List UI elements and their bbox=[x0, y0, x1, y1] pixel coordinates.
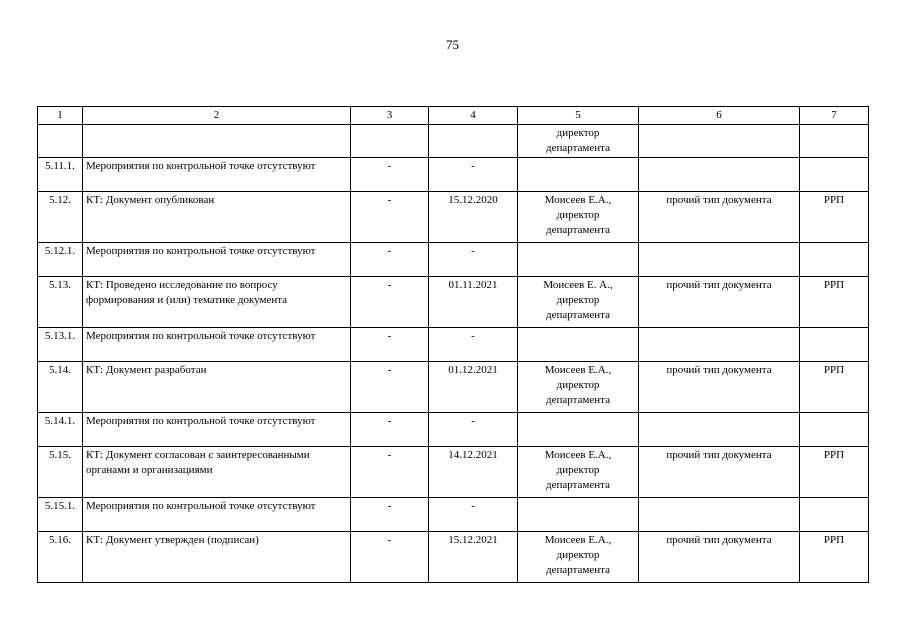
table-row bbox=[38, 447, 869, 498]
row-col3-cell: - bbox=[351, 192, 429, 243]
row-number-cell: 5.16. bbox=[38, 532, 83, 583]
row-date-cell bbox=[429, 125, 518, 158]
row-doctype-cell: прочий тип документа bbox=[639, 192, 800, 243]
row-col3-cell: - bbox=[351, 532, 429, 583]
row-col3-cell: - bbox=[351, 328, 429, 362]
row-date-cell: - bbox=[429, 328, 518, 362]
control-points-table bbox=[37, 106, 869, 583]
responsible-line: директор bbox=[556, 209, 600, 221]
row-doctype-cell: прочий тип документа bbox=[639, 447, 800, 498]
responsible-line: директор bbox=[556, 294, 600, 306]
row-level-cell: РРП bbox=[800, 192, 869, 243]
row-number-cell: 5.14. bbox=[38, 362, 83, 413]
table-row bbox=[38, 125, 869, 158]
row-number-cell: 5.12.1. bbox=[38, 243, 83, 277]
table-row bbox=[38, 328, 869, 362]
row-name-cell: КТ: Документ утвержден (подписан) bbox=[83, 532, 351, 583]
responsible-line: департамента bbox=[546, 142, 610, 154]
row-number-cell: 5.13.1. bbox=[38, 328, 83, 362]
row-name-cell: Мероприятия по контрольной точке отсутствуют bbox=[83, 243, 351, 277]
responsible-line: Моисеев Е.А., bbox=[544, 534, 612, 546]
table-row bbox=[38, 413, 869, 447]
row-name-cell: КТ: Документ согласован с заинтересованными органами и организациями bbox=[83, 447, 351, 498]
row-level-cell bbox=[800, 328, 869, 362]
column-header-1: 1 bbox=[38, 107, 83, 125]
row-responsible-cell bbox=[518, 532, 639, 583]
row-col3-cell: - bbox=[351, 498, 429, 532]
responsible-line: Моисеев Е.А., bbox=[544, 364, 612, 376]
table-row bbox=[38, 243, 869, 277]
row-name-cell: Мероприятия по контрольной точке отсутствуют bbox=[83, 413, 351, 447]
responsible-line: Моисеев Е.А., bbox=[544, 194, 612, 206]
column-header-3: 3 bbox=[351, 107, 429, 125]
column-header-4: 4 bbox=[429, 107, 518, 125]
row-number-cell: 5.11.1. bbox=[38, 158, 83, 192]
row-number-cell: 5.14.1. bbox=[38, 413, 83, 447]
row-col3-cell: - bbox=[351, 447, 429, 498]
page-number: 75 bbox=[446, 37, 459, 52]
row-level-cell bbox=[800, 413, 869, 447]
responsible-line: департамента bbox=[546, 309, 610, 321]
row-responsible-cell bbox=[518, 362, 639, 413]
row-number-cell: 5.13. bbox=[38, 277, 83, 328]
row-doctype-cell bbox=[639, 243, 800, 277]
column-header-7: 7 bbox=[800, 107, 869, 125]
column-header-6: 6 bbox=[639, 107, 800, 125]
table-row bbox=[38, 192, 869, 243]
row-level-cell: РРП bbox=[800, 277, 869, 328]
row-level-cell: РРП bbox=[800, 362, 869, 413]
responsible-line: директор bbox=[556, 379, 600, 391]
table-body bbox=[38, 125, 869, 583]
row-level-cell bbox=[800, 125, 869, 158]
row-doctype-cell bbox=[639, 125, 800, 158]
responsible-line: Моисеев Е. А., bbox=[543, 279, 613, 291]
row-doctype-cell bbox=[639, 413, 800, 447]
row-level-cell: РРП bbox=[800, 447, 869, 498]
column-header-5: 5 bbox=[518, 107, 639, 125]
row-level-cell: РРП bbox=[800, 532, 869, 583]
row-date-cell: - bbox=[429, 498, 518, 532]
table-row bbox=[38, 277, 869, 328]
row-number-cell: 5.12. bbox=[38, 192, 83, 243]
responsible-line: департамента bbox=[546, 564, 610, 576]
row-name-cell bbox=[83, 125, 351, 158]
row-col3-cell: - bbox=[351, 277, 429, 328]
responsible-line: Моисеев Е.А., bbox=[544, 449, 612, 461]
row-col3-cell bbox=[351, 125, 429, 158]
row-level-cell bbox=[800, 498, 869, 532]
table-row bbox=[38, 362, 869, 413]
row-number-cell bbox=[38, 125, 83, 158]
row-col3-cell: - bbox=[351, 243, 429, 277]
header-row bbox=[38, 107, 869, 125]
row-name-cell: КТ: Документ опубликован bbox=[83, 192, 351, 243]
row-col3-cell: - bbox=[351, 158, 429, 192]
row-date-cell: 14.12.2021 bbox=[429, 447, 518, 498]
row-responsible-cell bbox=[518, 243, 639, 277]
row-date-cell: - bbox=[429, 158, 518, 192]
row-number-cell: 5.15.1. bbox=[38, 498, 83, 532]
row-name-cell: Мероприятия по контрольной точке отсутствуют bbox=[83, 498, 351, 532]
row-responsible-cell bbox=[518, 447, 639, 498]
responsible-line: директор bbox=[556, 464, 600, 476]
row-date-cell: 01.12.2021 bbox=[429, 362, 518, 413]
row-doctype-cell: прочий тип документа bbox=[639, 362, 800, 413]
responsible-line: директор bbox=[556, 549, 600, 561]
responsible-line: департамента bbox=[546, 479, 610, 491]
row-doctype-cell bbox=[639, 498, 800, 532]
responsible-line: департамента bbox=[546, 224, 610, 236]
table-row bbox=[38, 158, 869, 192]
row-name-cell: Мероприятия по контрольной точке отсутствуют bbox=[83, 158, 351, 192]
row-doctype-cell: прочий тип документа bbox=[639, 532, 800, 583]
table-row bbox=[38, 532, 869, 583]
row-name-cell: КТ: Документ разработан bbox=[83, 362, 351, 413]
row-date-cell: 15.12.2020 bbox=[429, 192, 518, 243]
row-responsible-cell bbox=[518, 413, 639, 447]
row-responsible-cell bbox=[518, 158, 639, 192]
row-date-cell: 01.11.2021 bbox=[429, 277, 518, 328]
row-responsible-cell bbox=[518, 192, 639, 243]
row-name-cell: КТ: Проведено исследование по вопросу формирования и (или) тематике документа bbox=[83, 277, 351, 328]
row-responsible-cell bbox=[518, 125, 639, 158]
row-responsible-cell bbox=[518, 277, 639, 328]
column-header-2: 2 bbox=[83, 107, 351, 125]
row-date-cell: 15.12.2021 bbox=[429, 532, 518, 583]
row-date-cell: - bbox=[429, 413, 518, 447]
row-doctype-cell: прочий тип документа bbox=[639, 277, 800, 328]
table-row bbox=[38, 498, 869, 532]
row-doctype-cell bbox=[639, 158, 800, 192]
row-responsible-cell bbox=[518, 498, 639, 532]
row-name-cell: Мероприятия по контрольной точке отсутствуют bbox=[83, 328, 351, 362]
row-responsible-cell bbox=[518, 328, 639, 362]
responsible-line: департамента bbox=[546, 394, 610, 406]
row-level-cell bbox=[800, 158, 869, 192]
row-date-cell: - bbox=[429, 243, 518, 277]
row-col3-cell: - bbox=[351, 413, 429, 447]
responsible-line: директор bbox=[556, 127, 600, 139]
row-doctype-cell bbox=[639, 328, 800, 362]
row-number-cell: 5.15. bbox=[38, 447, 83, 498]
row-col3-cell: - bbox=[351, 362, 429, 413]
row-level-cell bbox=[800, 243, 869, 277]
